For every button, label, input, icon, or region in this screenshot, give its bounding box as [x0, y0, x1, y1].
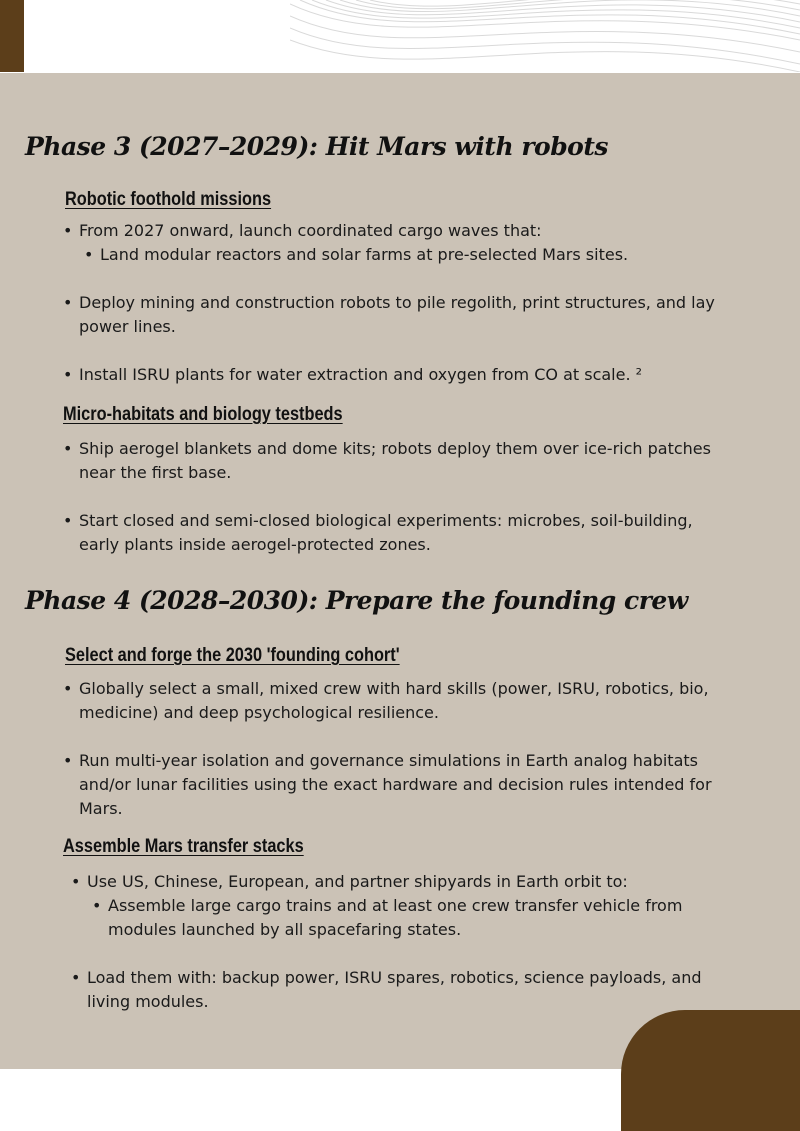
- foothold-subheading: Robotic foothold missions: [65, 189, 272, 210]
- cohort-subheading: Select and forge the 2030 'founding cohort': [65, 645, 400, 666]
- foothold-nested-list: [84, 243, 744, 267]
- stacks-list: [71, 870, 731, 894]
- phase-4-heading: Phase 4 (2028–2030): Prepare the founding crew: [25, 586, 688, 615]
- list-item: • Start closed and semi-closed biological experiments: microbes, soil-building, early plants inside aerogel-protected zones.: [63, 509, 723, 557]
- list-item: • Ship aerogel blankets and dome kits; robots deploy them over ice-rich patches near the first base.: [63, 437, 723, 485]
- foothold-list: [63, 219, 723, 243]
- stacks-subheading: Assemble Mars transfer stacks: [63, 836, 304, 857]
- stacks-list-continued: [71, 966, 711, 1014]
- list-item: • Run multi-year isolation and governance simulations in Earth analog habitats and/or lunar facilities using the exact hardware and decision rules intended for Mars.: [63, 749, 723, 821]
- phase-3-heading: Phase 3 (2027–2029): Hit Mars with robots: [25, 132, 608, 161]
- list-item: • Deploy mining and construction robots to pile regolith, print structures, and lay power lines.: [63, 291, 723, 339]
- top-accent-bar: [0, 0, 24, 72]
- cohort-list: [63, 677, 723, 821]
- habitats-subheading: Micro-habitats and biology testbeds: [63, 404, 343, 425]
- list-item: • Assemble large cargo trains and at least one crew transfer vehicle from modules launched by all spacefaring states.: [92, 894, 692, 942]
- stacks-nested-list: [92, 894, 692, 942]
- list-item: • From 2027 onward, launch coordinated cargo waves that:: [63, 219, 723, 243]
- list-item: • Load them with: backup power, ISRU spares, robotics, science payloads, and living modules.: [71, 966, 711, 1014]
- habitats-list: [63, 437, 723, 557]
- corner-accent-block: [621, 1010, 800, 1131]
- list-item: • Use US, Chinese, European, and partner shipyards in Earth orbit to:: [71, 870, 731, 894]
- list-item: • Install ISRU plants for water extraction and oxygen from CO at scale. ²: [63, 363, 723, 387]
- list-item: • Land modular reactors and solar farms at pre-selected Mars sites.: [84, 243, 744, 267]
- decorative-wave-lines: [290, 0, 800, 72]
- list-item: • Globally select a small, mixed crew with hard skills (power, ISRU, robotics, bio, medicine) and deep psychological resilience.: [63, 677, 723, 725]
- foothold-list-continued: [63, 291, 723, 387]
